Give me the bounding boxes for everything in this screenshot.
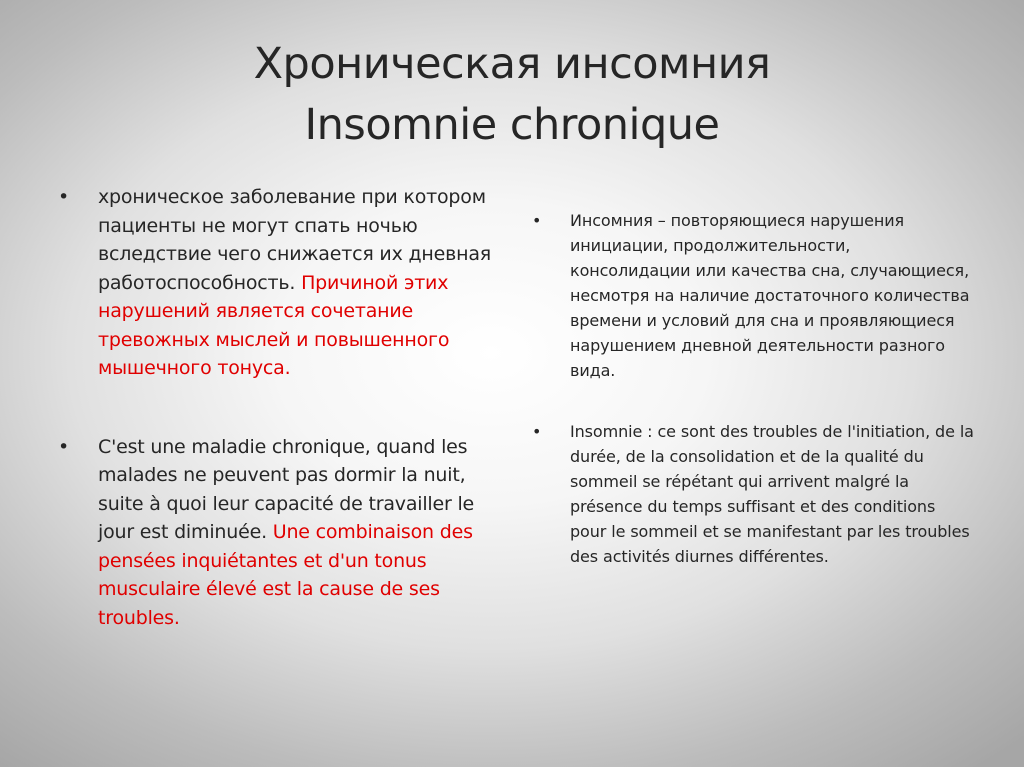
- french-insomnia-text: Insomnie : ce sont des troubles de l'initiation, de la durée, de la consolidation et de la qualité du sommeil se répétant qui arrivent malgré la présence du temps suffisant et des conditions pour le sommeil et se manifestant par les troubles des activités diurnes différentes.: [570, 422, 974, 566]
- bullet-dot: •: [58, 186, 70, 208]
- bullet-russian-definition: [58, 183, 498, 383]
- bullet-dot: •: [532, 211, 542, 230]
- french-definition-text: C'est une maladie chronique, quand les malades ne peuvent pas dormir la nuit, suite à quoi leur capacité de travailler le jour est diminuée.: [98, 435, 475, 543]
- bullet-dot: •: [58, 435, 70, 458]
- left-column: [58, 183, 498, 632]
- french-cause-text: Une combinaison des pensées inquiétantes et d'un tonus musculaire élevé est la cause de ses troubles.: [98, 521, 473, 629]
- title-french: Insomnie chronique: [304, 100, 720, 150]
- slide-title: [0, 34, 1024, 156]
- russian-cause-text: Причиной этих нарушений является сочетание тревожных мыслей и повышенного мышечного тонуса.: [98, 271, 450, 379]
- russian-insomnia-text: Инсомния – повторяющиеся нарушения инициации, продолжительности, консолидации или качества сна, случающиеся, несмотря на наличие достаточного количества времени и условий для сна и проявляющиеся нарушением дневной деятельности разного вида.: [570, 211, 970, 380]
- russian-definition-text: хроническое заболевание при котором пациенты не могут спать ночью вследствие чего снижается их дневная работоспособность.: [98, 186, 491, 294]
- bullet-french-insomnia: [530, 419, 975, 569]
- bullet-dot: •: [532, 422, 542, 441]
- bullet-russian-insomnia: [530, 208, 975, 383]
- title-russian: Хроническая инсомния: [253, 39, 771, 89]
- bullet-french-definition: [58, 433, 498, 633]
- right-column: [530, 208, 975, 569]
